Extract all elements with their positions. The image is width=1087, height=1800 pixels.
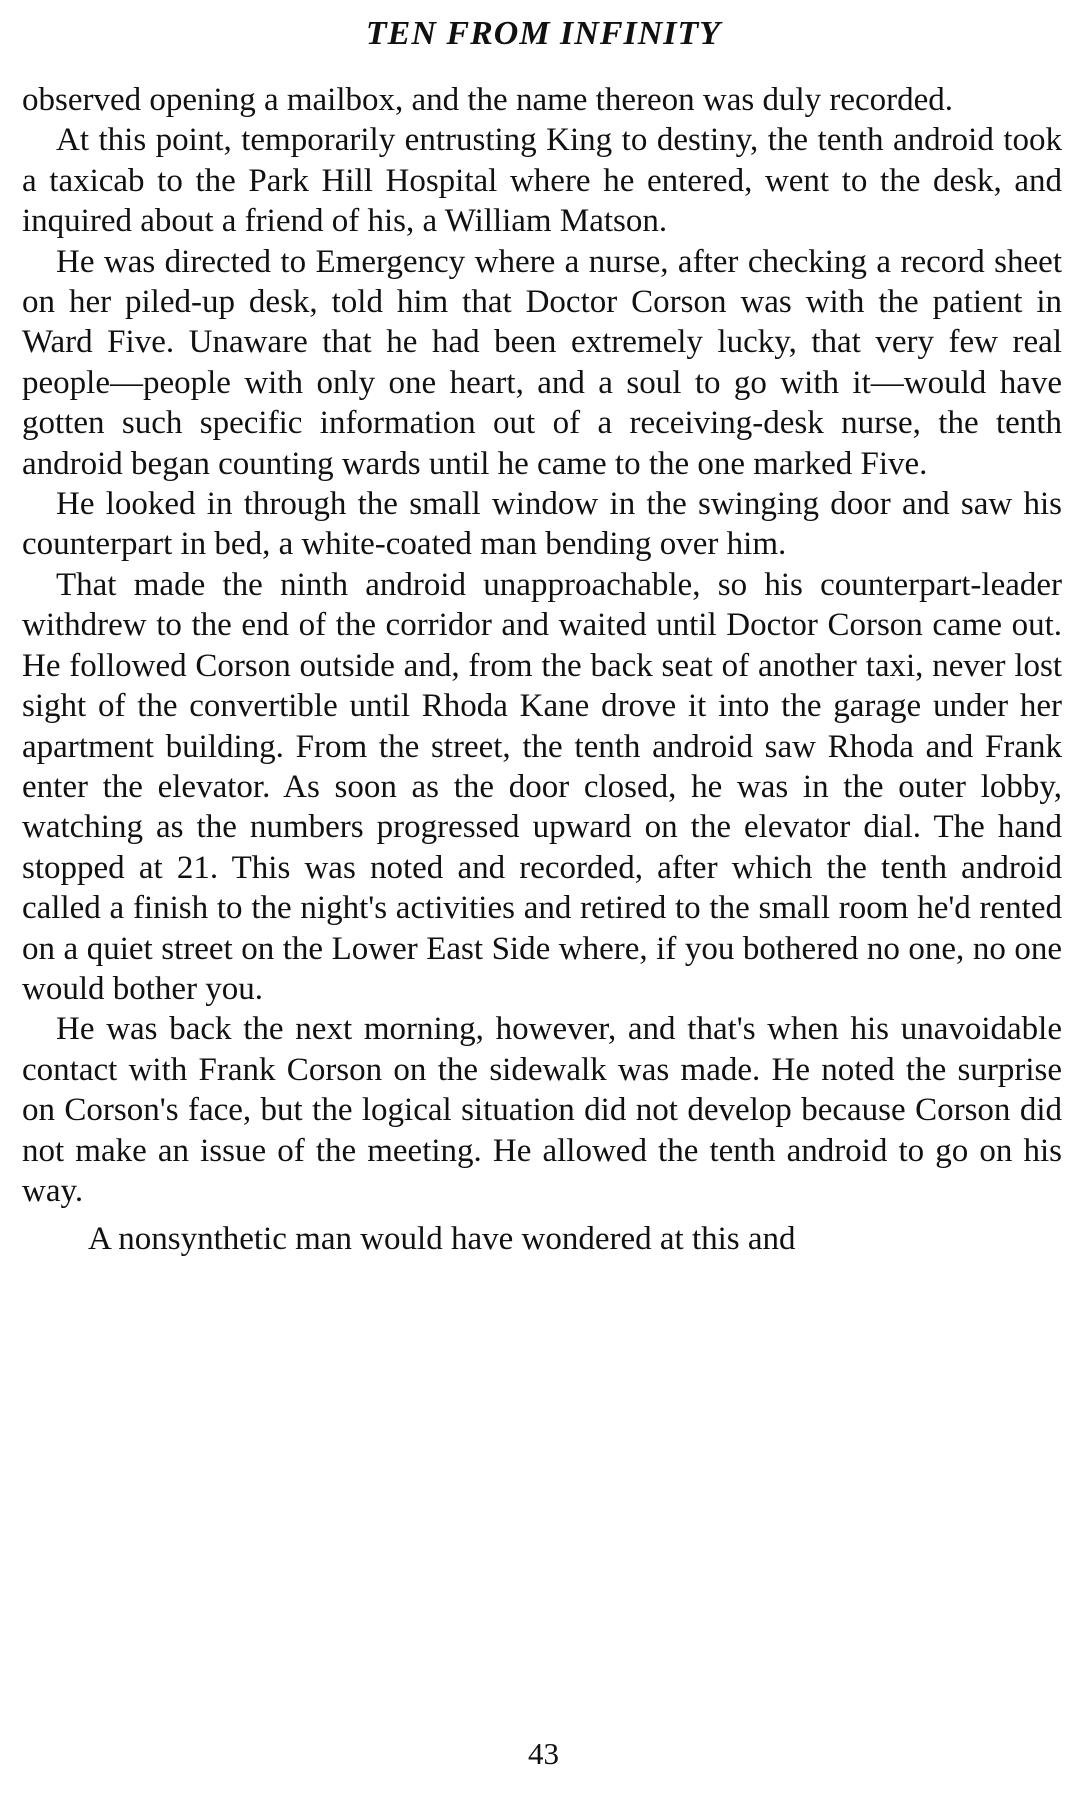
paragraph-window: He looked in through the small window in the swinging door and saw his counterpart in bed, a white-coated man bending over him. [22, 486, 1062, 563]
paragraph-emergency: He was directed to Emergency where a nurse, after checking a record sheet on her piled-up desk, told him that Doctor Corson was with the patient in Ward Five. Unaware that he had been extremely lucky, that very few real people—people with only one heart, and a soul to go with it—would have gotten such specific information out of a receiving-desk nurse, the tenth android began counting wards until he came to the one marked Five. [22, 243, 1062, 482]
running-head: TEN FROM INFINITY [365, 15, 722, 52]
page-number: 43 [528, 1736, 559, 1771]
paragraph-continuation: observed opening a mailbox, and the name thereon was duly recorded. [22, 82, 954, 118]
paragraph-hospital: At this point, temporarily entrusting King to destiny, the tenth android took a taxicab to the Park Hill Hospital where he entered, went to the desk, and inquired about a friend of his, a William Matson. [22, 122, 1062, 240]
paragraph-nonsynthetic: A nonsynthetic man would have wondered at this and [88, 1221, 796, 1258]
body-text [22, 80, 1062, 1260]
paragraph-corridor: That made the ninth android unapproachable, so his counterpart-leader withdrew to the end of the corridor and waited until Doctor Corson came out. He followed Corson outside and, from the back seat of another taxi, never lost sight of the convertible until Rhoda Kane drove it into the garage under her apartment building. From the street, the tenth android saw Rhoda and Frank enter the elevator. As soon as the door closed, he was in the outer lobby, watching as the numbers progressed upward on the elevator dial. The hand stopped at 21. This was noted and recorded, after which the tenth android called a finish to the night's activities and retired to the small room he'd rented on a quiet street on the Lower East Side where, if you bothered no one, no one would bother you. [22, 566, 1062, 1007]
paragraph-next-morning: He was back the next morning, however, and that's when his unavoidable contact with Frank Corson on the sidewalk was made. He noted the surprise on Corson's face, but the logical situation did not develop because Corson did not make an issue of the meeting. He allowed the tenth android to go on his way. [22, 1011, 1062, 1209]
